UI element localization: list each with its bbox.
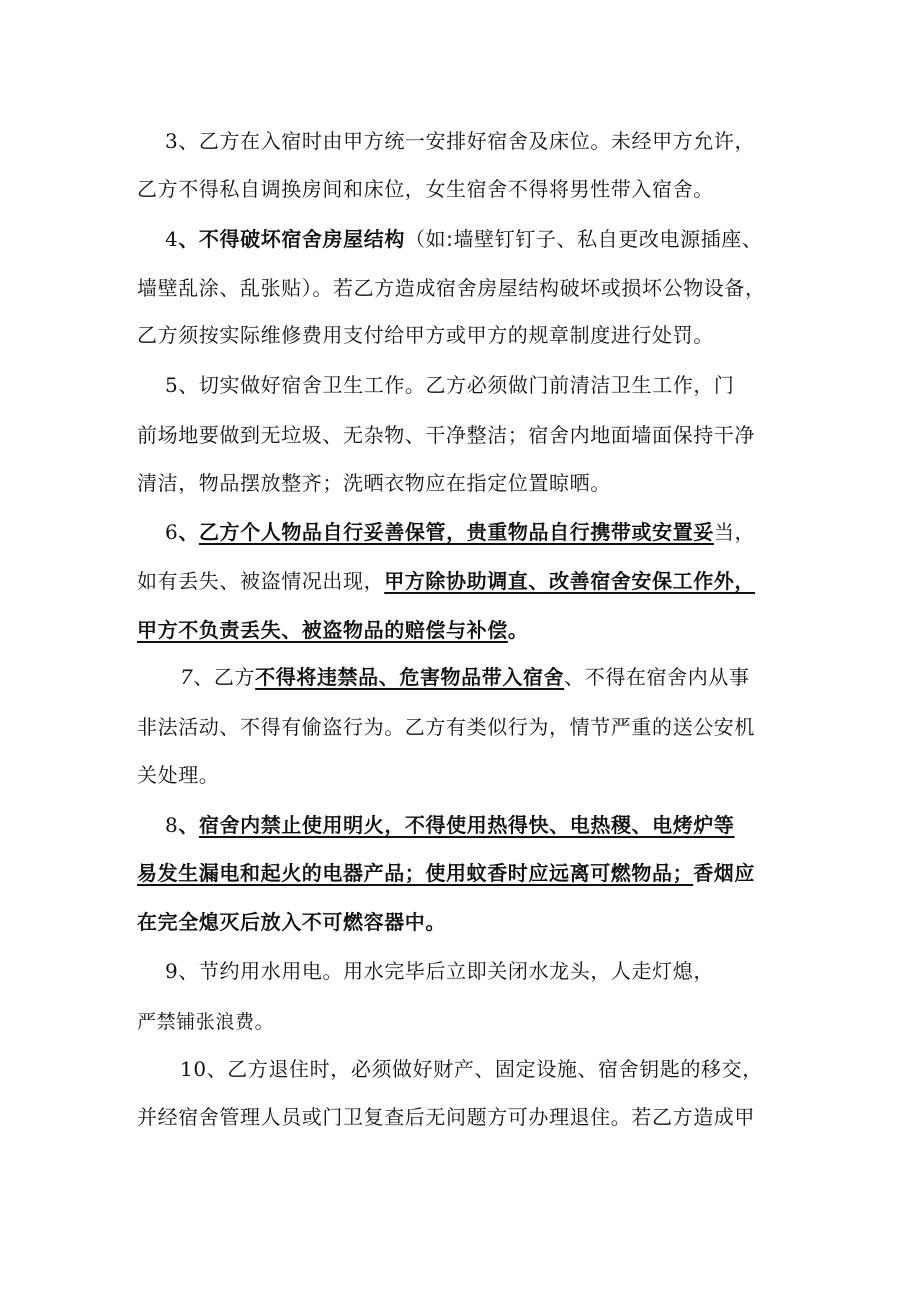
clause-number: 10 (180, 1057, 207, 1081)
clause-9-line-1: 9、节约用水用电。用水完毕后立即关闭水龙头，人走灯熄， (165, 959, 714, 983)
underlined-text: 甲方不负责丢失、被盗物品的赔偿与补偿 (137, 618, 508, 642)
clause-number: 8 (165, 813, 179, 837)
clause-4-line-2: 墙壁乱涂、乱张贴）。若乙方造成宿舍房屋结构破坏或损坏公物设备， (137, 276, 766, 300)
clause-number: 9 (165, 959, 179, 983)
clause-7-line-1: 7、乙方不得将违禁品、危害物品带入宿舍、不得在宿舍内从事 (180, 665, 750, 689)
clause-number: 3 (165, 129, 179, 153)
clause-8-line-1: 8、宿舍内禁止使用明火，不得使用热得快、电热稷、电烤炉等 (165, 813, 735, 837)
clause-3-line-2: 乙方不得私自调换房间和床位，女生宿舍不得将男性带入宿舍。 (137, 177, 714, 201)
clause-7-line-2: 非法活动、不得有偷盗行为。乙方有类似行为，情节严重的送公安机 (137, 715, 755, 739)
clause-6-line-2: 如有丢失、被盗情况出现，甲方除协助调直、改善宿舍安保工作外， (137, 569, 756, 593)
clause-7-line-3: 关处理。 (137, 763, 220, 787)
clause-6-line-1: 6、乙方个人物品自行妥善保管，贵重物品自行携带或安置妥当， (165, 520, 756, 544)
underlined-text: 不得将违禁品、危害物品带入宿舍 (255, 665, 565, 689)
clause-8-line-3: 在完全熄灭后放入不可燃容器中。 (137, 910, 446, 934)
clause-number: 7 (180, 665, 194, 689)
clause-5-line-2: 前场地要做到无垃圾、无杂物、干净整洁；宿舍内地面墙面保持干净 (137, 423, 755, 447)
underlined-text: 宿舍内禁止使用明火，不得使用热得快、电热稷、电烤炉等 (198, 813, 735, 837)
clause-3-line-1: 3、乙方在入宿时由甲方统一安排好宿舍及床位。未经甲方允许， (165, 129, 756, 153)
underlined-text: 甲方除协助调直、改善宿舍安保工作外， (384, 569, 756, 593)
clause-number: 4 (165, 227, 179, 251)
clause-number: 5 (165, 373, 179, 397)
clause-4-line-3: 乙方须按实际维修费用支付给甲方或甲方的规章制度进行处罚。 (137, 323, 714, 347)
clause-10-line-2: 并经宿舍管理人员或门卫复查后无问题方可办理退住。若乙方造成甲 (137, 1105, 755, 1129)
clause-5-line-3: 清洁，物品摆放整齐；洗晒衣物应在指定位置晾晒。 (137, 471, 611, 495)
underlined-text: 乙方个人物品自行妥善保管，贵重物品自行携带或安置妥 (198, 520, 714, 544)
underlined-text: 易发生漏电和起火的电器产品；使用蚊香时应远离可燃物品； (137, 861, 694, 885)
clause-4-line-1: 4、不得破坏宿舍房屋结构（如:墙壁钉钉子、私自更改电源插座、 (165, 227, 763, 251)
clause-number: 6 (165, 520, 179, 544)
clause-9-line-2: 严禁铺张浪费。 (137, 1011, 275, 1033)
clause-10-line-1: 10、乙方退住时，必须做好财产、固定设施、宿舍钥匙的移交， (180, 1057, 763, 1081)
clause-8-line-2: 易发生漏电和起火的电器产品；使用蚊香时应远离可燃物品；香烟应 (137, 861, 756, 885)
clause-6-line-3: 甲方不负责丢失、被盗物品的赔偿与补偿。 (137, 618, 529, 642)
clause-5-line-1: 5、切实做好宿舍卫生工作。乙方必须做门前清洁卫生工作，门 (165, 373, 735, 397)
